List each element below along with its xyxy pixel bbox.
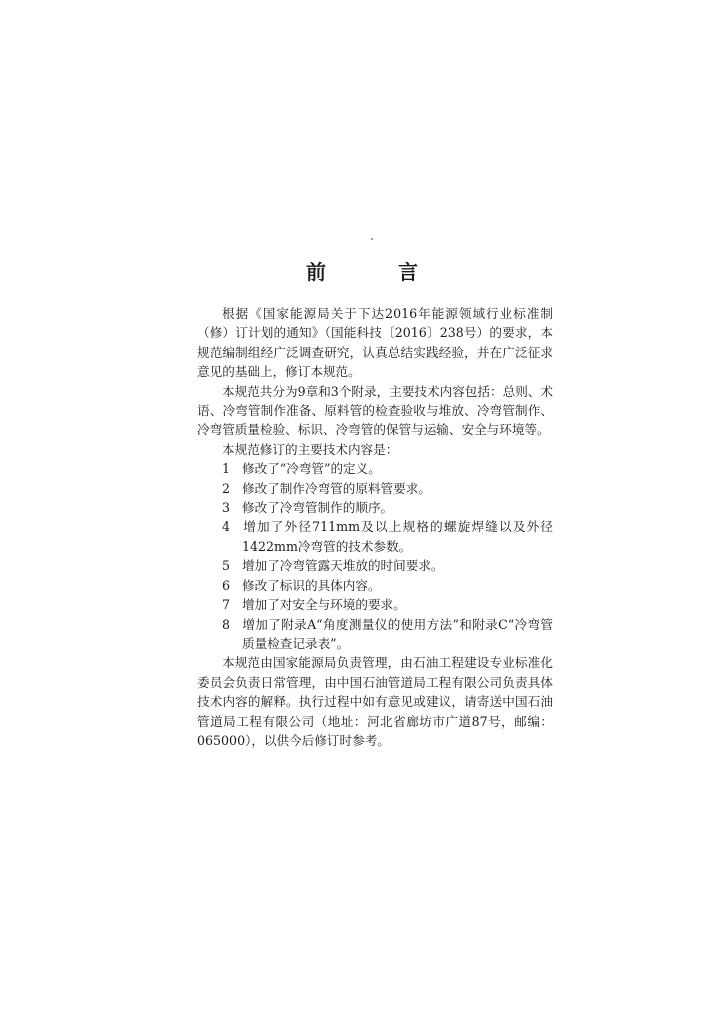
paragraph-structure: 本规范共分为9章和3个附录，主要技术内容包括：总则、术语、冷弯管制作准备、原料管的检查验收与堆放、冷弯管制作、冷弯管质量检验、标识、冷弯管的保管与运输、安全与环境等。 (197, 383, 553, 438)
list-item (197, 556, 553, 575)
list-item-text: 修改了“冷弯管”的定义。 (242, 461, 381, 477)
list-item (197, 576, 553, 595)
list-item (197, 459, 553, 478)
paragraph-main-changes-intro: 本规范修订的主要技术内容是： (222, 441, 399, 457)
list-item-number: 1 (222, 461, 231, 477)
list-item-number: 7 (222, 597, 231, 613)
preface-body (197, 304, 553, 750)
paragraph-management: 本规范由国家能源局负责管理，由石油工程建设专业标准化委员会负责日常管理，由中国石油管道局工程有限公司负责具体技术内容的解释。执行过程中如有意见或建议，请寄送中国石油管道局工程有限公司（地址：河北省廊坊市广道87号，邮编：065000），以供今后修订时参考。 (197, 655, 553, 748)
list-item-text: 增加了外径711mm及以上规格的螺旋焊缝以及外径1422mm冷弯管的技术参数。 (242, 519, 553, 554)
list-item-text: 增加了对安全与环境的要求。 (242, 597, 406, 613)
page-speck (371, 238, 373, 240)
change-list (197, 459, 553, 653)
paragraph-revision-basis: 根据《国家能源局关于下达2016年能源领域行业标准制（修）订计划的通知》（国能科技〔2016〕238号）的要求，本规范编制组经广泛调查研究，认真总结实践经验，并在广泛征求意见的基础上，修订本规范。 (197, 306, 553, 380)
list-item-text: 增加了附录A“角度测量仪的使用方法”和附录C“冷弯管质量检查记录表”。 (242, 616, 553, 651)
list-item-number: 2 (222, 480, 231, 496)
list-item-number: 6 (222, 577, 231, 593)
page-title: 前 言 (306, 260, 444, 284)
list-item (197, 498, 553, 517)
list-item (197, 479, 553, 498)
list-item-text: 修改了冷弯管制作的顺序。 (242, 500, 394, 516)
list-item (197, 615, 553, 654)
list-item-number: 8 (222, 616, 231, 632)
list-item (197, 595, 553, 614)
list-item-number: 5 (222, 558, 231, 574)
list-item-text: 修改了标识的具体内容。 (242, 577, 381, 593)
list-item-number: 3 (222, 500, 231, 516)
list-item (197, 517, 553, 556)
list-item-text: 修改了制作冷弯管的原料管要求。 (242, 480, 431, 496)
list-item-number: 4 (222, 519, 231, 535)
list-item-text: 增加了冷弯管露天堆放的时间要求。 (242, 558, 444, 574)
